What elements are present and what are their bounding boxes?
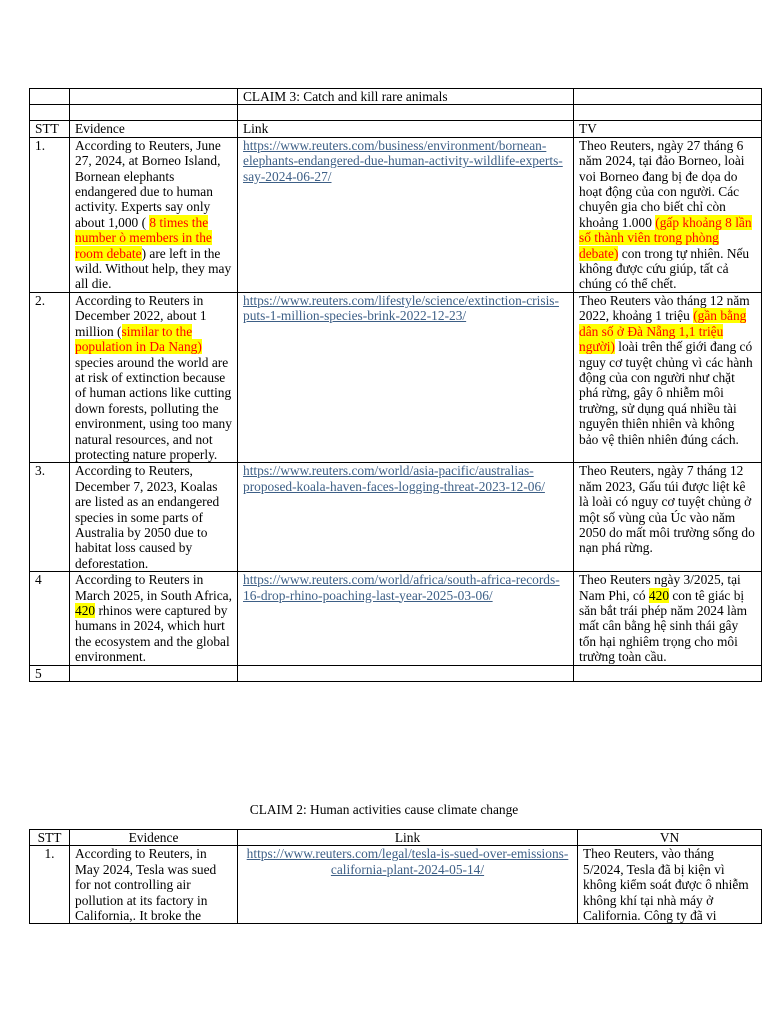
highlight-text: (gần bằng dân số ở Đà Nẵng 1,1 triệu người) bbox=[579, 308, 747, 355]
highlight-text: similar to the population in Da Nang) bbox=[75, 323, 202, 355]
table-title: CLAIM 3: Catch and kill rare animals bbox=[238, 89, 574, 105]
highlight-text: 8 times the number ò members in the room debate bbox=[75, 214, 212, 261]
highlight-text: (gấp khoảng 8 lần số thành viên trong phòng debate) bbox=[579, 214, 752, 261]
table-row bbox=[30, 463, 762, 572]
highlight-text: 420 bbox=[75, 603, 96, 618]
header-link: Link bbox=[238, 121, 574, 137]
reuters-link[interactable]: https://www.reuters.com/lifestyle/science/extinction-crisis-puts-1-million-species-brink-2022-12-23/ bbox=[243, 292, 559, 324]
stt-cell: 2. bbox=[30, 292, 70, 462]
link-cell bbox=[238, 572, 574, 665]
header-stt: STT bbox=[30, 830, 70, 846]
reuters-link[interactable]: https://www.reuters.com/world/asia-pacific/australias-proposed-koala-haven-faces-logging-threat-2023-12-06/ bbox=[243, 463, 545, 494]
reuters-link[interactable]: https://www.reuters.com/world/africa/south-africa-records-16-drop-rhino-poaching-last-year-2025-03-06/ bbox=[243, 572, 560, 603]
reuters-link[interactable]: https://www.reuters.com/legal/tesla-is-sued-over-emissions-california-plant-2024-05-14/ bbox=[246, 846, 569, 877]
highlight-text: 420 bbox=[648, 587, 670, 603]
evidence-cell: According to Reuters, December 7, 2023, Koalas are listed as an endangered species in some parts of Australia by 2050 due to habitat loss caused by deforestation. bbox=[70, 463, 238, 572]
table-row bbox=[30, 665, 762, 681]
tv-cell: Theo Reuters, ngày 27 tháng 6 năm 2024, tại đảo Borneo, loài voi Borneo đang bị đe dọa do hoạt động của con người. Các chuyên gia cho biết chỉ còn khoảng 1.000 (gấp khoảng 8 lần số thành viên trong phòng debate) con trong tự nhiên. Nếu không được cứu giúp, tất cả chúng có thể chết. bbox=[574, 137, 762, 292]
link-cell bbox=[238, 463, 574, 572]
reuters-link[interactable]: https://www.reuters.com/business/environment/bornean-elephants-endangered-due-human-activity-wildlife-experts-say-2024-06-27/ bbox=[243, 137, 563, 184]
table-row bbox=[30, 137, 762, 292]
evidence-cell: According to Reuters, June 27, 2024, at Borneo Island, Bornean elephants endangered due to human activity. Experts say only about 1,000 ( 8 times the number ò members in the room debate) are left in the wild. Without help, they may all die. bbox=[70, 137, 238, 292]
evidence-cell: According to Reuters in December 2022, about 1 million (similar to the population in Da Nang) species around the world are at risk of extinction because of human actions like cutting down forests, polluting the environment, using too many natural resources, and not protecting nature properly. bbox=[70, 292, 238, 462]
vn-cell: Theo Reuters, vào tháng 5/2024, Tesla đã bị kiện vì không kiểm soát được ô nhiễm không khí tại nhà máy ở California. Công ty đã vi bbox=[578, 846, 762, 924]
header-evidence: Evidence bbox=[70, 121, 238, 137]
header-row bbox=[30, 830, 762, 846]
stt-cell: 5 bbox=[30, 665, 70, 681]
claim2-title: CLAIM 2: Human activities cause climate change bbox=[249, 802, 519, 817]
link-cell bbox=[238, 292, 574, 462]
header-vn: VN bbox=[578, 830, 762, 846]
header-row bbox=[30, 121, 762, 137]
header-evidence: Evidence bbox=[70, 830, 238, 846]
stt-cell: 3. bbox=[30, 463, 70, 572]
stt-cell: 4 bbox=[30, 572, 70, 665]
link-cell bbox=[238, 137, 574, 292]
table-row bbox=[30, 292, 762, 462]
stt-cell: 1. bbox=[30, 846, 70, 924]
table-row bbox=[30, 846, 762, 924]
header-link: Link bbox=[238, 830, 578, 846]
evidence-cell: According to Reuters, in May 2024, Tesla was sued for not controlling air pollution at its factory in California,. It broke the bbox=[70, 846, 238, 924]
table-row bbox=[30, 572, 762, 665]
header-stt: STT bbox=[30, 121, 70, 137]
tv-cell: Theo Reuters vào tháng 12 năm 2022, khoảng 1 triệu (gần bằng dân số ở Đà Nẵng 1,1 triệu người) loài trên thế giới đang có nguy cơ tuyệt chủng vì các hành động của con người như chặt phá rừng, gây ô nhiễm môi trường, sử dụng quá nhiều tài nguyên thiên nhiên và không bảo vệ thiên nhiên đúng cách. bbox=[574, 292, 762, 462]
claim2-table bbox=[29, 829, 762, 924]
tv-cell: Theo Reuters, ngày 7 tháng 12 năm 2023, Gấu túi được liệt kê là loài có nguy cơ tuyệt chủng ở một số vùng của Úc vào năm 2050 do mất môi trường sống do nạn phá rừng. bbox=[574, 463, 762, 572]
link-cell bbox=[238, 846, 578, 924]
stt-cell: 1. bbox=[30, 137, 70, 292]
tv-cell: Theo Reuters ngày 3/2025, tại Nam Phi, có 420 con tê giác bị săn bắt trái phép năm 2024 làm mất cân bằng hệ sinh thái gây tổn hại nghiêm trọng cho môi trường toàn cầu. bbox=[574, 572, 762, 665]
table-title-row bbox=[30, 89, 762, 105]
evidence-cell: According to Reuters in March 2025, in South Africa, 420 rhinos were captured by humans in 2024, which hurt the ecosystem and the global environment. bbox=[70, 572, 238, 665]
claim3-table bbox=[29, 88, 762, 682]
header-tv: TV bbox=[574, 121, 762, 137]
empty-row bbox=[30, 105, 762, 121]
